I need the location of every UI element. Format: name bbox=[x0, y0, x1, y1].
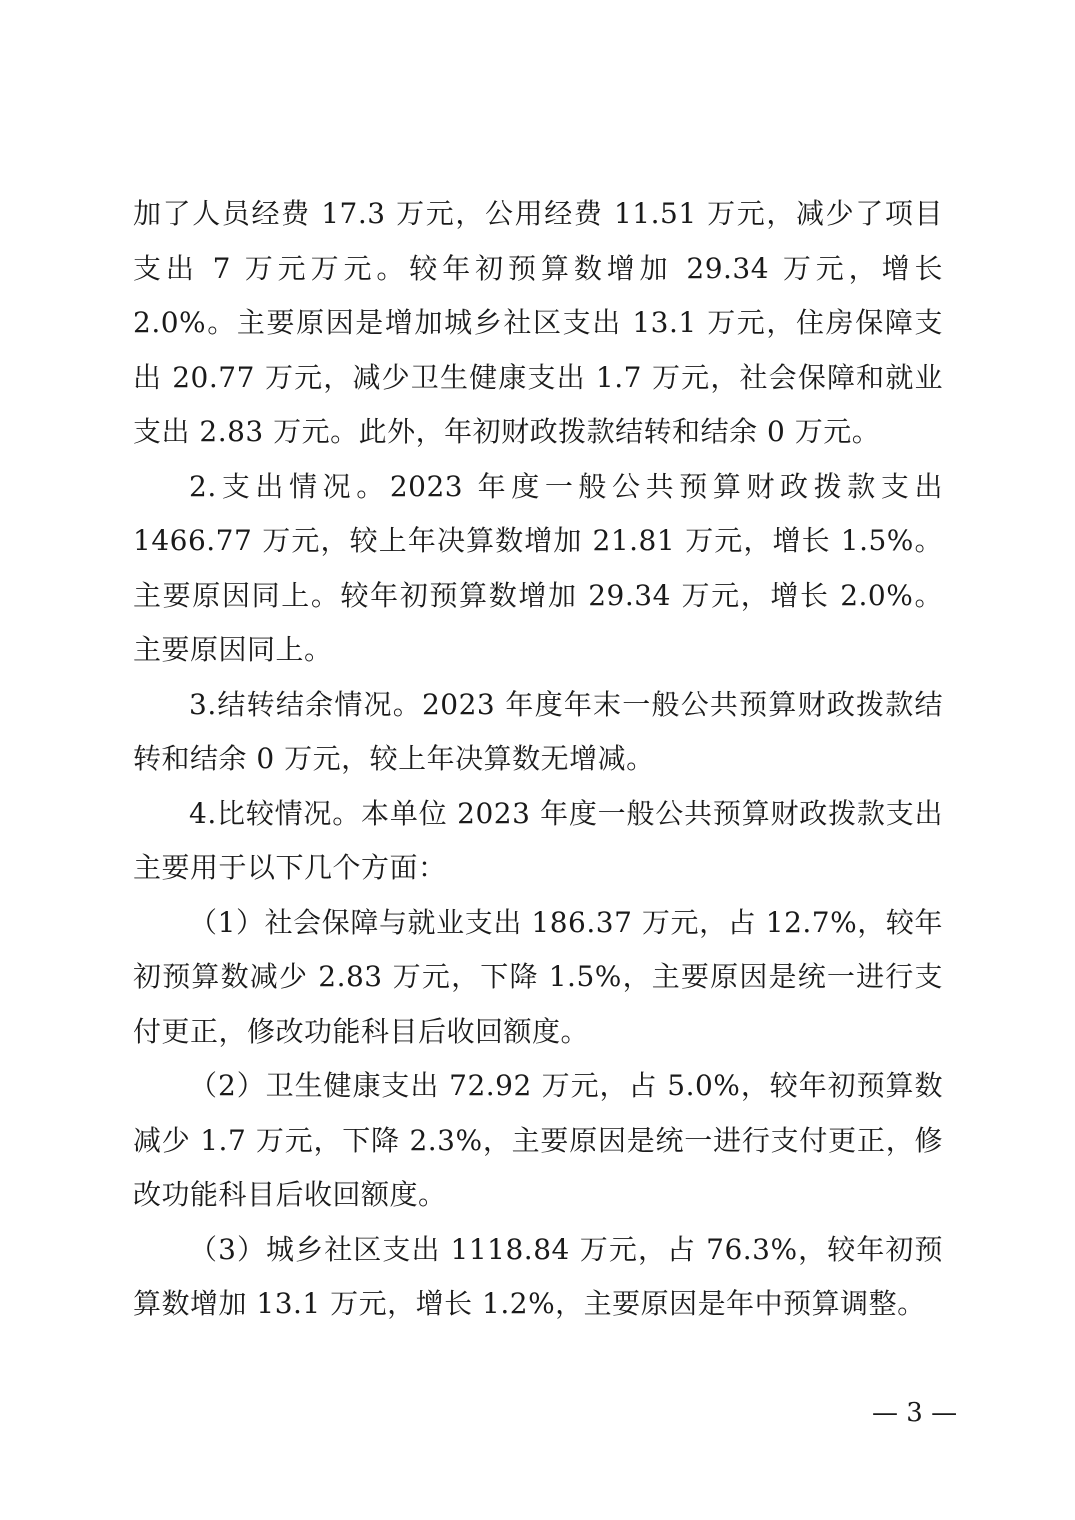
paragraph-item-social-security: （1）社会保障与就业支出 186.37 万元，占 12.7%，较年初预算数减少 2.83 万元，下降 1.5%，主要原因是统一进行支付更正，修改功能科目后收回额度。 bbox=[133, 905, 943, 1048]
paragraph-item-urban-rural: （3）城乡社区支出 1118.84 万元，占 76.3%，较年初预算数增加 13.1 万元，增长 1.2%，主要原因是年中预算调整。 bbox=[133, 1232, 943, 1320]
paragraph-carryover: 3.结转结余情况。2023 年度年末一般公共预算财政拨款结转和结余 0 万元，较上年决算数无增减。 bbox=[133, 687, 943, 775]
paragraph-comparison: 4.比较情况。本单位 2023 年度一般公共预算财政拨款支出主要用于以下几个方面： bbox=[133, 796, 943, 884]
paragraph-continuation: 加了人员经费 17.3 万元，公用经费 11.51 万元，减少了项目支出 7 万元万元。较年初预算数增加 29.34 万元，增长 2.0%。主要原因是增加城乡社区支出 13.1 万元，住房保障支出 20.77 万元，减少卫生健康支出 1.7 万元，社会保障和就业支出 2.83 万元。此外，年初财政拨款结转和结余 0 万元。 bbox=[133, 197, 943, 448]
page-number: — 3 — bbox=[872, 1398, 958, 1428]
body-text bbox=[133, 187, 943, 1332]
paragraph-item-health: （2）卫生健康支出 72.92 万元，占 5.0%，较年初预算数减少 1.7 万元，下降 2.3%，主要原因是统一进行支付更正，修改功能科目后收回额度。 bbox=[133, 1069, 943, 1211]
paragraph-expenditure: 2.支出情况。2023 年度一般公共预算财政拨款支出 1466.77 万元，较上年决算数增加 21.81 万元，增长 1.5%。主要原因同上。较年初预算数增加 29.34 万元，增长 2.0%。主要原因同上。 bbox=[133, 469, 943, 666]
